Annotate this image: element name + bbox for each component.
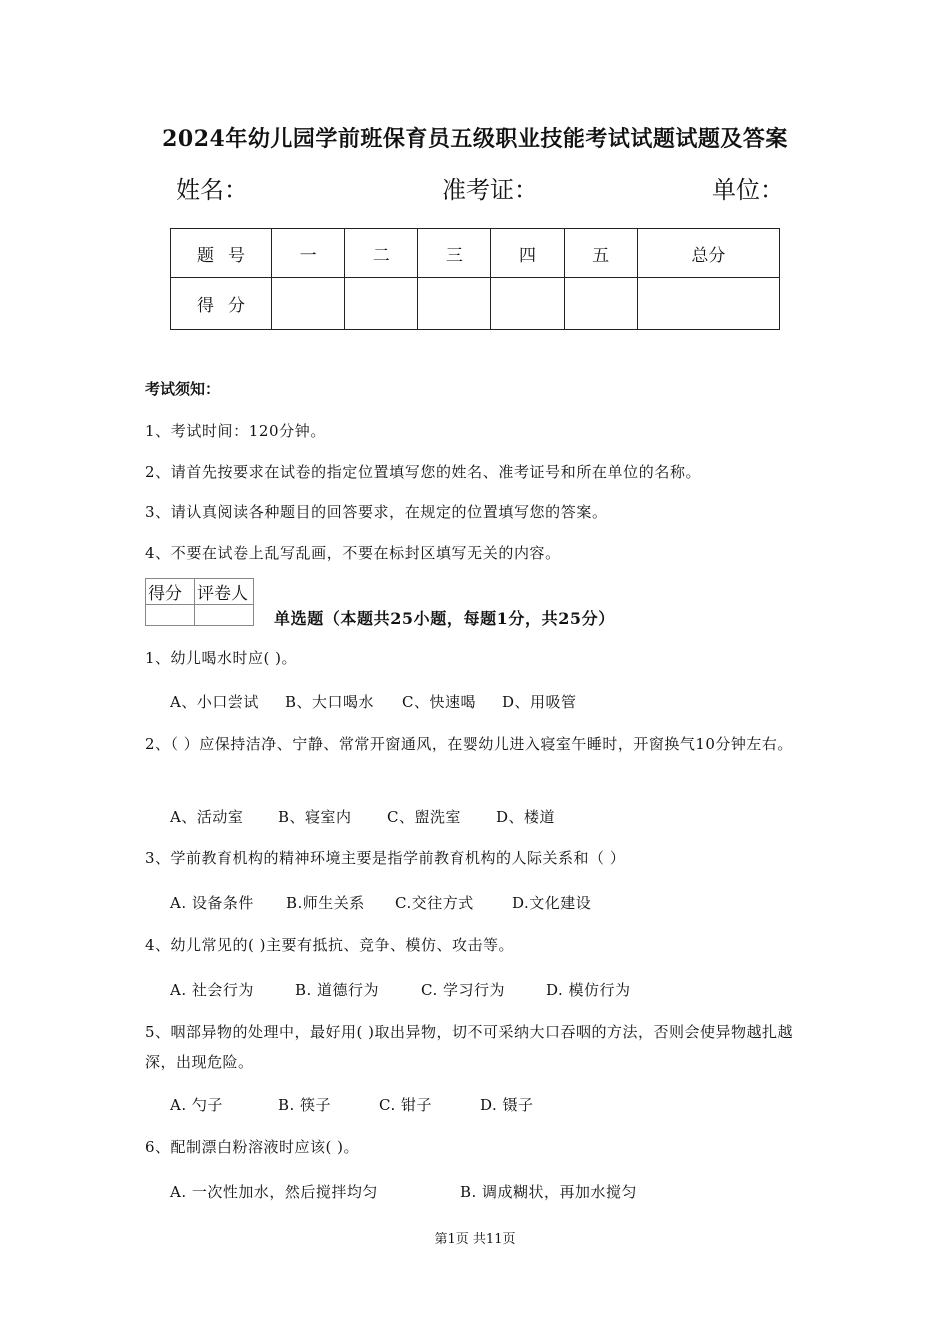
score-col-4: 四 [491,229,564,278]
option[interactable]: D、用吸管 [502,693,577,711]
question-4: 4、幼儿常见的( )主要有抵抗、竞争、模仿、攻击等。 [145,936,515,954]
score-cell-2[interactable] [345,278,418,330]
option[interactable]: C. 学习行为 [421,981,505,999]
question-6: 6、配制漂白粉溶液时应该( )。 [145,1138,360,1156]
score-col-3: 三 [418,229,491,278]
option[interactable]: D、楼道 [496,808,556,826]
question-1: 1、幼儿喝水时应( )。 [145,649,298,667]
score-cell-5[interactable] [564,278,637,330]
score-table-score-label: 得分 [171,278,272,330]
option[interactable]: C. 钳子 [379,1096,432,1114]
option[interactable]: A、小口尝试 [170,693,259,711]
option[interactable]: D.文化建设 [512,894,592,912]
question-1-options [170,691,577,712]
option[interactable]: B. 筷子 [278,1096,332,1114]
notice-item-1: 1、考试时间：120分钟。 [145,422,326,440]
score-cell-4[interactable] [491,278,564,330]
option[interactable]: C、快速喝 [402,693,476,711]
score-col-2: 二 [345,229,418,278]
grader-reviewer-label: 评卷人 [195,579,254,605]
score-table-header-row [171,229,780,278]
notice-item-4: 4、不要在试卷上乱写乱画，不要在标封区填写无关的内容。 [145,544,561,562]
score-col-1: 一 [272,229,345,278]
score-cell-1[interactable] [272,278,345,330]
option[interactable]: C.交往方式 [395,894,474,912]
score-table-score-row [171,278,780,330]
question-4-options [170,979,631,1000]
option[interactable]: A. 设备条件 [170,894,254,912]
question-6-options [170,1181,637,1202]
grader-score-label: 得分 [146,579,195,605]
option[interactable]: A. 勺子 [170,1096,223,1114]
option[interactable]: B.师生关系 [286,894,365,912]
question-2: 2、（ ）应保持洁净、宁静、常常开窗通风，在婴幼儿进入寝室午睡时，开窗换气10分钟左右。 [145,735,793,753]
option[interactable]: B. 调成糊状，再加水搅匀 [460,1183,638,1201]
grader-score-cell[interactable] [146,605,195,626]
option[interactable]: A. 社会行为 [170,981,254,999]
score-cell-total[interactable] [637,278,779,330]
option[interactable]: C、盥洗室 [387,808,461,826]
option[interactable]: B. 道德行为 [295,981,380,999]
option[interactable]: A. 一次性加水，然后搅拌均匀 [170,1183,378,1201]
question-5-options [170,1094,534,1115]
option[interactable]: B、寝室内 [278,808,352,826]
page-footer: 第1页 共11页 [434,1232,516,1247]
score-cell-3[interactable] [418,278,491,330]
notice-item-2: 2、请首先按要求在试卷的指定位置填写您的姓名、准考证号和所在单位的名称。 [145,463,702,481]
question-5: 5、咽部异物的处理中，最好用( )取出异物，切不可采纳大口吞咽的方法，否则会使异物越扎越深，出现危险。 [145,1023,794,1071]
notice-item-3: 3、请认真阅读各种题目的回答要求，在规定的位置填写您的答案。 [145,503,608,521]
question-2-options [170,806,555,827]
section-heading: 单选题（本题共25小题，每题1分，共25分） [274,609,615,628]
option[interactable]: A、活动室 [170,808,244,826]
question-3: 3、学前教育机构的精神环境主要是指学前教育机构的人际关系和（ ） [145,849,626,867]
question-3-options [170,892,591,913]
option[interactable]: D. 模仿行为 [546,981,631,999]
score-table [170,228,780,330]
option[interactable]: D. 镊子 [480,1096,534,1114]
grader-reviewer-cell[interactable] [195,605,254,626]
score-table-header-label: 题号 [171,229,272,278]
option[interactable]: B、大口喝水 [285,693,375,711]
page-title: 2024年幼儿园学前班保育员五级职业技能考试试题试题及答案 [162,126,788,152]
score-col-total: 总分 [637,229,779,278]
score-col-5: 五 [564,229,637,278]
unit-label: 单位： [712,176,784,204]
grader-box [145,578,254,626]
name-label: 姓名： [176,176,248,204]
ticket-label: 准考证： [442,176,538,204]
notice-heading: 考试须知： [145,380,221,398]
